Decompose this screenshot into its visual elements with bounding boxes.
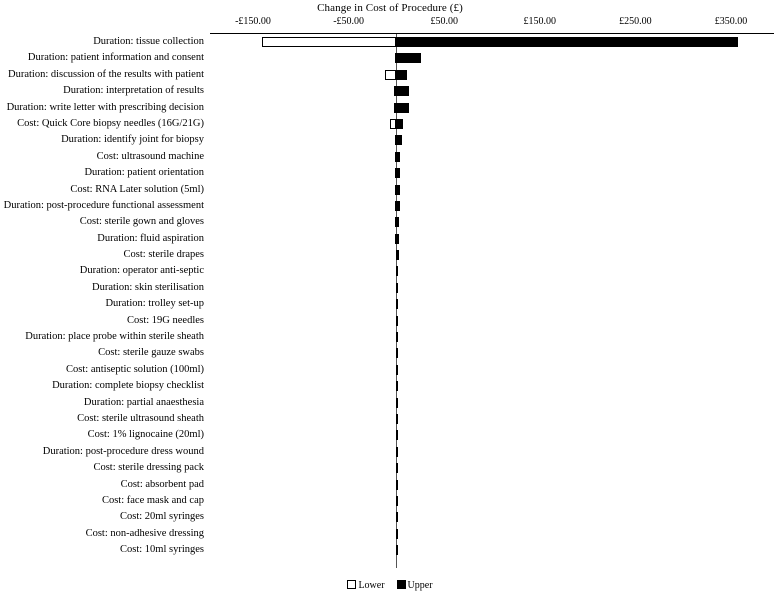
row-label: Cost: sterile gauze swabs: [98, 347, 204, 359]
row-label: Cost: sterile gown and gloves: [79, 216, 204, 228]
legend-item: [397, 580, 433, 591]
legend-item: [347, 580, 384, 591]
row-label: Duration: write letter with prescribing decision: [6, 101, 204, 113]
row-label: Duration: discussion of the results with patient: [8, 68, 204, 80]
bar-upper: [396, 381, 398, 391]
row-label: Cost: RNA Later solution (5ml): [70, 183, 204, 195]
bar-lower: [262, 37, 397, 47]
row-label: Duration: complete biopsy checklist: [52, 380, 204, 392]
chart-row: [17, 116, 774, 132]
chart-row: [119, 509, 774, 525]
row-label: Duration: identify joint for biopsy: [61, 134, 204, 146]
chart-row: [101, 493, 774, 509]
chart-row: [127, 313, 774, 329]
chart-row: [61, 132, 774, 148]
x-axis-tick-label: -£150.00: [235, 16, 271, 27]
row-label: Cost: sterile ultrasound sheath: [77, 412, 204, 424]
row-label: Cost: 19G needles: [127, 314, 204, 326]
chart-row: [93, 34, 774, 50]
chart-legend: [0, 580, 780, 591]
chart-row: [79, 263, 774, 279]
x-axis-tick-labels: [210, 16, 774, 32]
bar-upper: [396, 348, 398, 358]
row-label: Duration: place probe within sterile sheath: [25, 331, 204, 343]
chart-row: [97, 231, 774, 247]
bar-upper: [396, 447, 398, 457]
row-label: Duration: post-procedure dress wound: [42, 445, 204, 457]
chart-row: [83, 395, 774, 411]
chart-row: [25, 329, 774, 345]
chart-row: [105, 296, 774, 312]
bar-upper: [396, 299, 398, 309]
chart-row: [92, 280, 774, 296]
bar-upper: [396, 53, 421, 63]
chart-row: [85, 526, 774, 542]
chart-row: [63, 83, 774, 99]
bar-upper: [396, 103, 408, 113]
chart-row: [42, 444, 774, 460]
row-label: Duration: post-procedure functional assessment: [3, 199, 204, 211]
row-label: Cost: non-adhesive dressing: [85, 527, 204, 539]
bar-lower: [385, 70, 396, 80]
row-label: Duration: trolley set-up: [105, 298, 204, 310]
legend-swatch-icon: [347, 580, 356, 589]
row-label: Cost: absorbent pad: [120, 478, 204, 490]
legend-label: Lower: [358, 580, 385, 591]
row-label: Cost: face mask and cap: [101, 494, 204, 506]
x-axis-tick-label: £150.00: [523, 16, 557, 27]
bar-upper: [396, 512, 398, 522]
chart-row: [66, 362, 774, 378]
bar-upper: [396, 480, 398, 490]
bar-upper: [396, 430, 398, 440]
bar-upper: [396, 152, 400, 162]
bar-upper: [396, 545, 398, 555]
bar-upper: [396, 185, 400, 195]
row-label: Cost: 20ml syringes: [119, 511, 204, 523]
legend-label: Upper: [407, 580, 433, 591]
x-axis-tick-label: £250.00: [619, 16, 652, 27]
chart-row: [87, 427, 774, 443]
bar-upper: [396, 414, 398, 424]
row-label: Duration: operator anti-septic: [79, 265, 204, 277]
bar-upper: [396, 398, 398, 408]
chart-row: [123, 247, 774, 263]
row-label: Cost: sterile drapes: [123, 249, 204, 261]
bar-upper: [396, 217, 399, 227]
bar-upper: [396, 283, 398, 293]
row-label: Duration: tissue collection: [93, 36, 204, 47]
bar-upper: [396, 463, 398, 473]
row-label: Cost: sterile dressing pack: [93, 462, 204, 474]
plot-area: [3, 34, 774, 568]
chart-row: [120, 477, 774, 493]
row-label: Duration: interpretation of results: [63, 85, 204, 97]
chart-row: [3, 198, 774, 214]
chart-row: [84, 165, 774, 181]
bar-upper: [396, 234, 399, 244]
bar-upper: [396, 332, 398, 342]
chart-row: [52, 378, 774, 394]
bar-upper: [396, 135, 402, 145]
chart-row: [27, 50, 774, 66]
chart-row: [8, 67, 774, 83]
row-label: Cost: 1% lignocaine (20ml): [87, 429, 204, 441]
chart-title: Change in Cost of Procedure (£): [317, 2, 463, 14]
x-axis-tick-label: £50.00: [430, 16, 458, 27]
x-axis-tick-label: -£50.00: [333, 16, 365, 27]
row-label: Duration: skin sterilisation: [92, 281, 204, 293]
bar-upper: [396, 86, 408, 96]
bar-upper: [396, 70, 407, 80]
row-label: Duration: patient information and consent: [27, 52, 204, 64]
bar-upper: [396, 365, 398, 375]
legend-swatch-icon: [397, 580, 406, 589]
chart-row: [98, 345, 774, 361]
row-label: Cost: antiseptic solution (100ml): [66, 363, 204, 375]
bar-upper: [396, 168, 400, 178]
row-label: Cost: ultrasound machine: [96, 150, 204, 162]
chart-row: [119, 542, 774, 558]
row-label: Cost: 10ml syringes: [119, 544, 204, 556]
x-axis-tick-label: £350.00: [714, 16, 748, 27]
chart-row: [77, 411, 774, 427]
bar-upper: [396, 250, 398, 260]
chart-row: [79, 214, 774, 230]
bar-lower: [390, 119, 397, 129]
row-label: Duration: fluid aspiration: [97, 232, 204, 244]
bar-upper: [396, 266, 398, 276]
bar-upper: [396, 316, 398, 326]
row-label: Cost: Quick Core biopsy needles (16G/21G): [17, 117, 204, 129]
chart-row: [93, 460, 774, 476]
bar-upper: [396, 37, 737, 47]
chart-row: [70, 182, 774, 198]
bar-rows: [3, 34, 774, 559]
chart-row: [6, 100, 774, 116]
row-label: Duration: patient orientation: [84, 167, 204, 179]
bar-upper: [396, 201, 399, 211]
bar-upper: [396, 119, 403, 129]
row-label: Duration: partial anaesthesia: [83, 396, 204, 408]
bar-upper: [396, 529, 398, 539]
chart-row: [96, 149, 774, 165]
bar-upper: [396, 496, 398, 506]
